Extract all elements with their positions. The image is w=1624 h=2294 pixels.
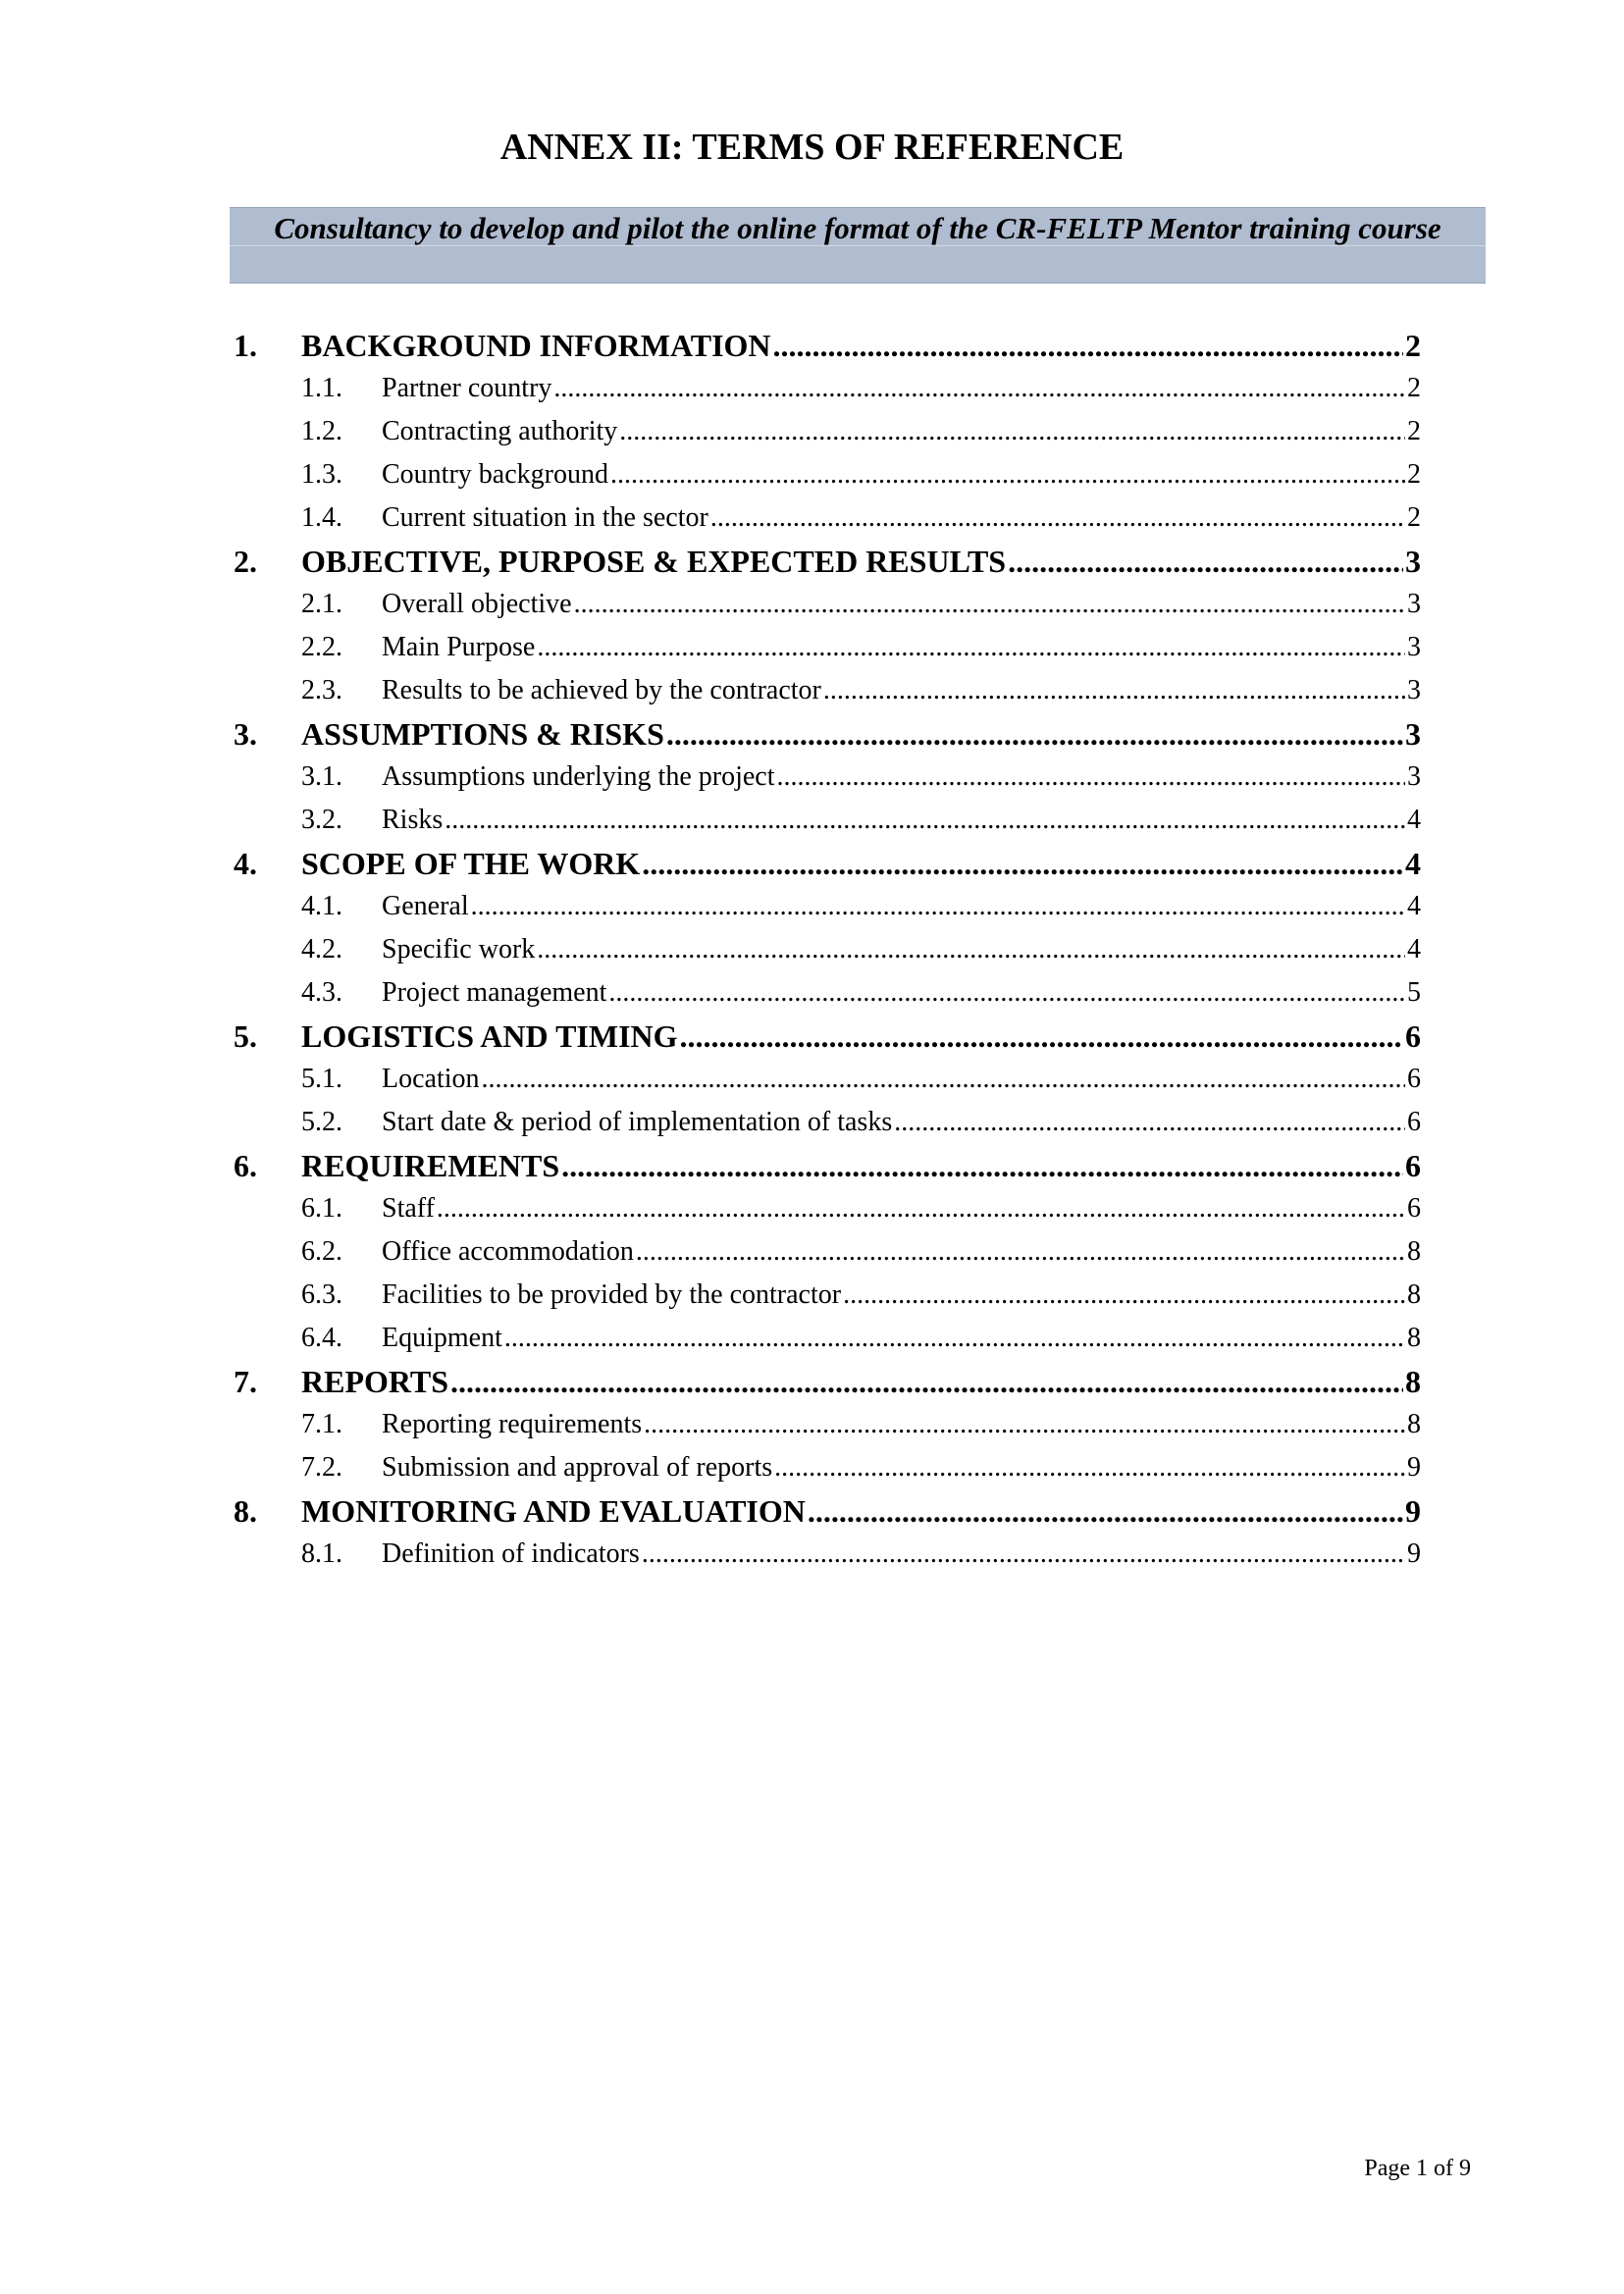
toc-section: [234, 324, 1421, 540]
toc-dot-leader: [642, 1533, 1405, 1576]
toc-dot-leader: [482, 1058, 1405, 1101]
toc-subentry-page: 4: [1407, 934, 1421, 965]
toc-dot-leader: [437, 1187, 1405, 1230]
toc-entry-label: REPORTS: [301, 1364, 449, 1399]
toc-entry-level2[interactable]: [234, 1274, 1421, 1317]
toc-subentry-number: 1.3.: [301, 459, 342, 490]
toc-entry-level2[interactable]: [234, 1446, 1421, 1489]
toc-entry-page: 6: [1405, 1018, 1421, 1054]
toc-subentry-label: Definition of indicators: [382, 1538, 640, 1569]
toc-subentry-label: Assumptions underlying the project: [382, 761, 775, 792]
toc-subentry-page: 3: [1407, 675, 1421, 705]
toc-entry-page: 3: [1405, 716, 1421, 752]
toc-entry-level2[interactable]: [234, 410, 1421, 453]
toc-entry-page: 4: [1405, 846, 1421, 881]
toc-dot-leader: [450, 1360, 1403, 1403]
toc-dot-leader: [553, 367, 1405, 410]
toc-subentry-page: 5: [1407, 977, 1421, 1008]
toc-entry-page: 6: [1405, 1148, 1421, 1183]
toc-subentry-number: 7.1.: [301, 1409, 342, 1439]
toc-entry-level2[interactable]: [234, 1403, 1421, 1446]
toc-subentry-label: Overall objective: [382, 589, 572, 619]
toc-subentry-number: 1.2.: [301, 416, 342, 446]
toc-subentry-number: 8.1.: [301, 1538, 342, 1569]
subtitle-banner: [230, 207, 1486, 284]
toc-subentry-label: Specific work: [382, 934, 536, 965]
toc-entry-level2[interactable]: [234, 583, 1421, 626]
toc-dot-leader: [710, 496, 1405, 540]
toc-entry-number: 2.: [234, 544, 257, 579]
toc-entry-level2[interactable]: [234, 1317, 1421, 1360]
toc-subentry-label: General: [382, 891, 469, 921]
toc-entry-level2[interactable]: [234, 756, 1421, 799]
toc-subentry-number: 1.1.: [301, 373, 342, 403]
toc-subentry-number: 4.1.: [301, 891, 342, 921]
toc-entry-level1[interactable]: [234, 1144, 1421, 1187]
toc-entry-label: OBJECTIVE, PURPOSE & EXPECTED RESULTS: [301, 544, 1007, 579]
toc-subentry-page: 9: [1407, 1452, 1421, 1483]
toc-dot-leader: [680, 1015, 1403, 1058]
toc-subentry-page: 6: [1407, 1064, 1421, 1094]
toc-subentry-label: Equipment: [382, 1323, 502, 1353]
toc-subentry-number: 4.2.: [301, 934, 342, 965]
toc-dot-leader: [642, 842, 1403, 885]
toc-entry-level2[interactable]: [234, 1058, 1421, 1101]
toc-subentry-number: 6.2.: [301, 1236, 342, 1267]
toc-entry-label: ASSUMPTIONS & RISKS: [301, 716, 664, 752]
toc-dot-leader: [537, 928, 1405, 971]
toc-subentry-page: 8: [1407, 1323, 1421, 1353]
toc-entry-level2[interactable]: [234, 1101, 1421, 1144]
toc-dot-leader: [666, 712, 1403, 756]
toc-subentry-page: 9: [1407, 1538, 1421, 1569]
toc-subentry-number: 7.2.: [301, 1452, 342, 1483]
toc-entry-level2[interactable]: [234, 928, 1421, 971]
toc-subentry-number: 3.2.: [301, 805, 342, 835]
toc-subentry-label: Risks: [382, 805, 444, 835]
toc-entry-level1[interactable]: [234, 324, 1421, 367]
toc-subentry-number: 6.4.: [301, 1323, 342, 1353]
toc-dot-leader: [777, 756, 1405, 799]
toc-entry-level2[interactable]: [234, 971, 1421, 1015]
toc-subentry-label: Contracting authority: [382, 416, 618, 446]
toc-entry-number: 4.: [234, 846, 257, 881]
toc-dot-leader: [843, 1274, 1405, 1317]
toc-dot-leader: [644, 1403, 1405, 1446]
toc-entry-level2[interactable]: [234, 1230, 1421, 1274]
toc-subentry-number: 2.2.: [301, 632, 342, 662]
toc-subentry-label: Reporting requirements: [382, 1409, 643, 1439]
toc-dot-leader: [1008, 540, 1403, 583]
toc-section: [234, 1144, 1421, 1360]
toc-entry-page: 3: [1405, 544, 1421, 579]
toc-entry-page: 2: [1405, 328, 1421, 363]
toc-dot-leader: [619, 410, 1405, 453]
toc-subentry-page: 2: [1407, 502, 1421, 533]
toc-entry-level2[interactable]: [234, 669, 1421, 712]
toc-entry-level2[interactable]: [234, 367, 1421, 410]
toc-subentry-number: 6.3.: [301, 1279, 342, 1310]
toc-entry-number: 3.: [234, 716, 257, 752]
document-title: ANNEX II: TERMS OF REFERENCE: [499, 127, 1125, 168]
toc-section: [234, 712, 1421, 842]
toc-dot-leader: [471, 885, 1405, 928]
toc-subentry-page: 6: [1407, 1107, 1421, 1137]
toc-subentry-page: 3: [1407, 589, 1421, 619]
toc-dot-leader: [504, 1317, 1405, 1360]
toc-section: [234, 1360, 1421, 1489]
toc-dot-leader: [808, 1489, 1403, 1533]
toc-subentry-number: 3.1.: [301, 761, 342, 792]
toc-dot-leader: [610, 453, 1405, 496]
toc-entry-level1[interactable]: [234, 1015, 1421, 1058]
toc-subentry-number: 5.1.: [301, 1064, 342, 1094]
toc-entry-label: MONITORING AND EVALUATION: [301, 1493, 806, 1529]
toc-section: [234, 842, 1421, 1015]
toc-entry-number: 1.: [234, 328, 257, 363]
toc-entry-page: 9: [1405, 1493, 1421, 1529]
toc-entry-level2[interactable]: [234, 1533, 1421, 1576]
toc-subentry-number: 2.3.: [301, 675, 342, 705]
toc-subentry-page: 3: [1407, 632, 1421, 662]
toc-entry-level2[interactable]: [234, 626, 1421, 669]
toc-dot-leader: [561, 1144, 1403, 1187]
page-number-footer: Page 1 of 9: [1364, 2156, 1471, 2181]
document-subtitle: Consultancy to develop and pilot the online format of the CR-FELTP Mentor training course: [274, 211, 1441, 245]
toc-subentry-page: 2: [1407, 416, 1421, 446]
toc-subentry-label: Main Purpose: [382, 632, 536, 662]
toc-entry-level2[interactable]: [234, 496, 1421, 540]
toc-subentry-page: 8: [1407, 1236, 1421, 1267]
toc-entry-level2[interactable]: [234, 799, 1421, 842]
toc-subentry-page: 8: [1407, 1409, 1421, 1439]
toc-subentry-label: Office accommodation: [382, 1236, 634, 1267]
toc-subentry-label: Project management: [382, 977, 607, 1008]
toc-entry-label: BACKGROUND INFORMATION: [301, 328, 771, 363]
toc-subentry-page: 3: [1407, 761, 1421, 792]
toc-subentry-label: Location: [382, 1064, 480, 1094]
toc-subentry-label: Staff: [382, 1193, 435, 1224]
toc-subentry-number: 5.2.: [301, 1107, 342, 1137]
toc-entry-level2[interactable]: [234, 453, 1421, 496]
toc-entry-level2[interactable]: [234, 885, 1421, 928]
toc-subentry-page: 4: [1407, 805, 1421, 835]
toc-subentry-page: 4: [1407, 891, 1421, 921]
toc-entry-number: 7.: [234, 1364, 257, 1399]
toc-dot-leader: [773, 324, 1403, 367]
toc-subentry-label: Partner country: [382, 373, 552, 403]
toc-section: [234, 1489, 1421, 1576]
toc-entry-number: 5.: [234, 1018, 257, 1054]
toc-dot-leader: [608, 971, 1405, 1015]
toc-entry-level1[interactable]: [234, 712, 1421, 756]
toc-section: [234, 1015, 1421, 1144]
toc-subentry-page: 2: [1407, 373, 1421, 403]
toc-entry-page: 8: [1405, 1364, 1421, 1399]
toc-entry-level1[interactable]: [234, 842, 1421, 885]
toc-subentry-label: Country background: [382, 459, 608, 490]
toc-section: [234, 540, 1421, 712]
toc-subentry-number: 2.1.: [301, 589, 342, 619]
toc-entry-level1[interactable]: [234, 540, 1421, 583]
toc-dot-leader: [774, 1446, 1405, 1489]
banner-divider: [230, 245, 1486, 246]
toc-dot-leader: [537, 626, 1405, 669]
toc-subentry-number: 6.1.: [301, 1193, 342, 1224]
toc-entry-level2[interactable]: [234, 1187, 1421, 1230]
toc-subentry-page: 6: [1407, 1193, 1421, 1224]
toc-subentry-label: Start date & period of implementation of tasks: [382, 1107, 893, 1137]
toc-dot-leader: [445, 799, 1405, 842]
toc-subentry-page: 8: [1407, 1279, 1421, 1310]
toc-dot-leader: [894, 1101, 1405, 1144]
toc-subentry-number: 4.3.: [301, 977, 342, 1008]
toc-subentry-label: Facilities to be provided by the contractor: [382, 1279, 842, 1310]
toc-entry-label: LOGISTICS AND TIMING: [301, 1018, 678, 1054]
toc-subentry-page: 2: [1407, 459, 1421, 490]
toc-subentry-label: Submission and approval of reports: [382, 1452, 773, 1483]
toc-entry-level1[interactable]: [234, 1360, 1421, 1403]
toc-subentry-label: Current situation in the sector: [382, 502, 708, 533]
toc-subentry-number: 1.4.: [301, 502, 342, 533]
toc-dot-leader: [574, 583, 1405, 626]
toc-dot-leader: [823, 669, 1405, 712]
toc-entry-label: REQUIREMENTS: [301, 1148, 560, 1183]
toc-entry-label: SCOPE OF THE WORK: [301, 846, 641, 881]
toc-entry-number: 6.: [234, 1148, 257, 1183]
table-of-contents: [234, 324, 1421, 1576]
toc-dot-leader: [636, 1230, 1405, 1274]
toc-entry-number: 8.: [234, 1493, 257, 1529]
toc-entry-level1[interactable]: [234, 1489, 1421, 1533]
toc-subentry-label: Results to be achieved by the contractor: [382, 675, 821, 705]
